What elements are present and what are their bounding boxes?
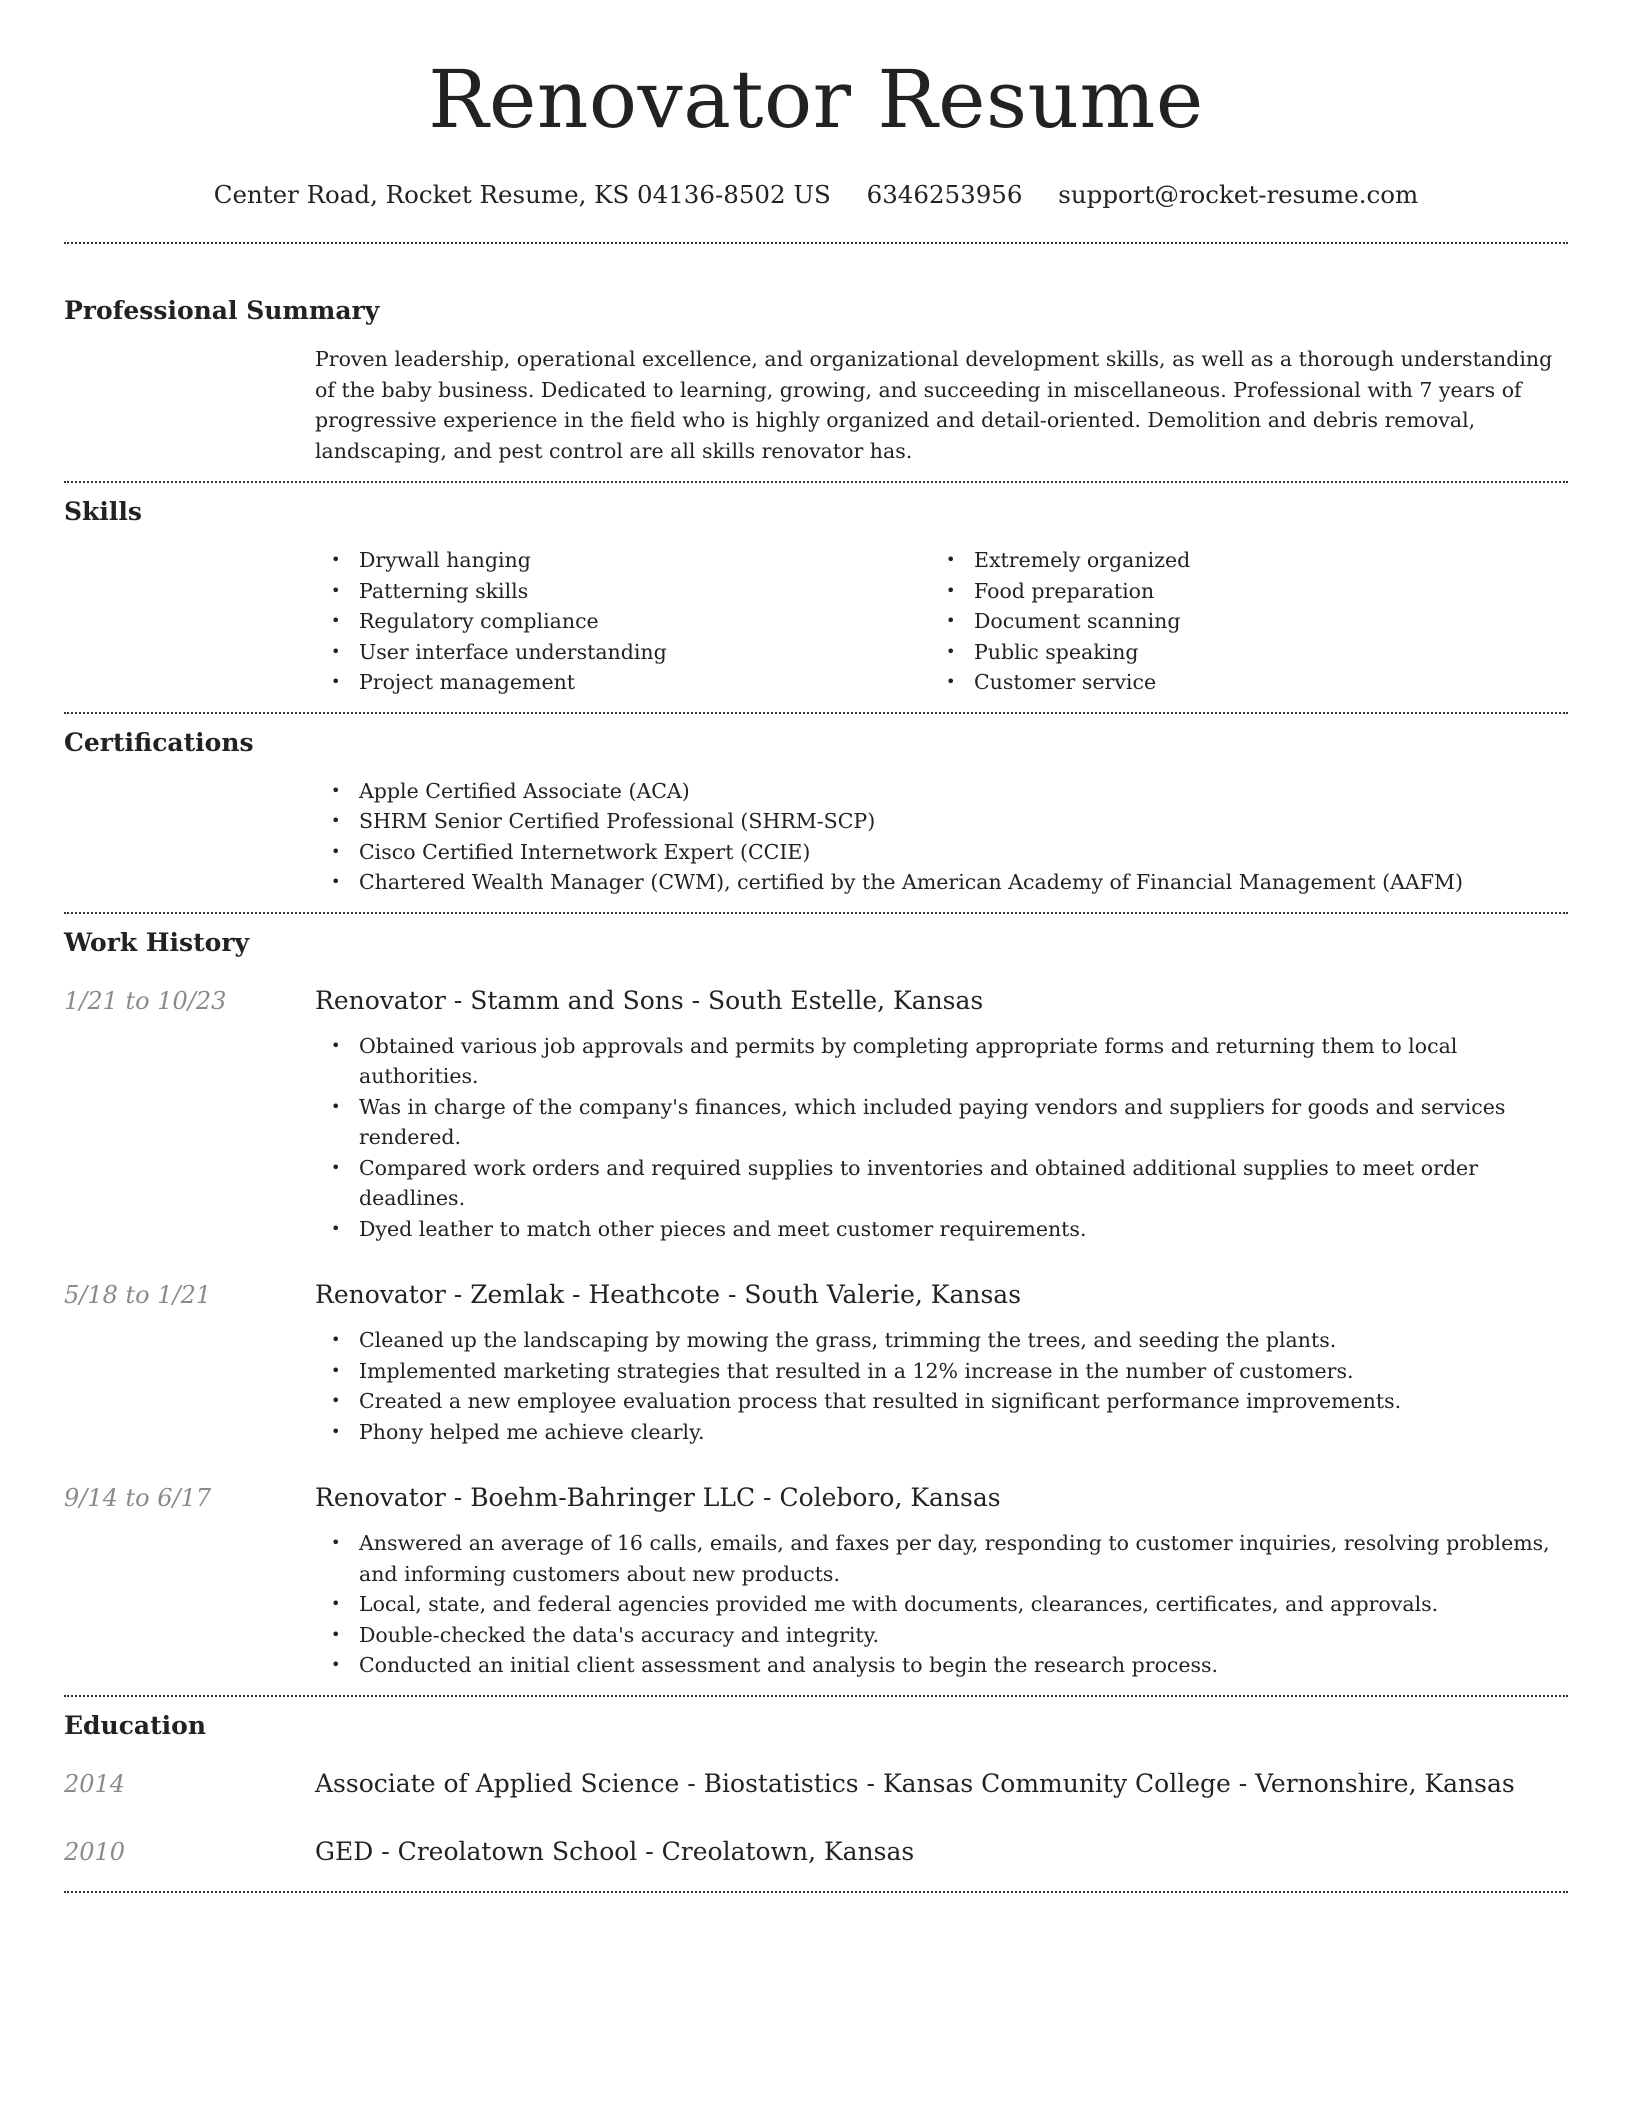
certification-item: • Cisco Certified Internetwork Expert (CCIE): [315, 837, 1568, 868]
job-entry: [64, 1481, 1568, 1681]
job-header: [64, 984, 1568, 1018]
skills-section: [64, 495, 1568, 698]
skill-item: • Drywall hanging: [315, 545, 930, 576]
certifications-heading: Certifications: [64, 727, 254, 757]
skill-item: • Document scanning: [930, 606, 1545, 637]
section-divider: [64, 242, 1568, 244]
job-date: 5/18 to 1/21: [64, 1281, 212, 1309]
skill-item: • Public speaking: [930, 637, 1545, 668]
job-bullets: [315, 1528, 1568, 1681]
skill-item: • User interface understanding: [315, 637, 930, 668]
job-bullet: • Dyed leather to match other pieces and meet customer requirements.: [315, 1214, 1568, 1245]
section-divider: [64, 712, 1568, 714]
education-date: 2014: [64, 1769, 126, 1798]
certifications-list: [315, 776, 1568, 898]
job-bullets: [315, 1031, 1568, 1245]
skill-item: • Project management: [315, 667, 930, 698]
skill-item: • Customer service: [930, 667, 1545, 698]
education-entry: [64, 1835, 1568, 1869]
job-bullet: • Phony helped me achieve clearly.: [315, 1417, 1568, 1448]
job-header: [64, 1278, 1568, 1312]
job-bullet: • Answered an average of 16 calls, emails, and faxes per day, responding to customer inquiries, resolving problems, and informing customers about new products.: [315, 1528, 1568, 1589]
section-divider: [64, 481, 1568, 483]
education-entry: [64, 1767, 1568, 1801]
section-divider: [64, 912, 1568, 914]
skills-list-right: [930, 545, 1545, 698]
resume-header: [64, 0, 1568, 212]
job-date: 1/21 to 10/23: [64, 986, 227, 1015]
job-entry: [64, 1278, 1568, 1447]
skills-columns: [315, 545, 1568, 698]
job-header: [64, 1481, 1568, 1515]
section-divider: [64, 1891, 1568, 1893]
skill-item: • Patterning skills: [315, 576, 930, 607]
summary-text: Proven leadership, operational excellence, and organizational development skills, as well as a thorough understanding of the baby business. Dedicated to learning, growing, and succeeding in miscellaneous. Professional with 7 years of progressive experience in the field who is highly organized and detail-oriented. Demolition and debris removal, landscaping, and pest control are all skills renovator has.: [315, 347, 1553, 463]
education-section: [64, 1709, 1568, 1869]
job-title: Renovator - Zemlak - Heathcote - South Valerie, Kansas: [315, 1280, 1022, 1309]
job-bullet: • Obtained various job approvals and permits by completing appropriate forms and returning them to local authorities.: [315, 1031, 1568, 1092]
education-title: GED - Creolatown School - Creolatown, Kansas: [315, 1836, 915, 1866]
job-bullet: • Compared work orders and required supplies to inventories and obtained additional supplies to meet order deadlines.: [315, 1153, 1568, 1214]
work-history-heading: Work History: [64, 927, 250, 957]
skill-item: • Food preparation: [930, 576, 1545, 607]
job-entry: [64, 984, 1568, 1245]
certification-item: • SHRM Senior Certified Professional (SHRM-SCP): [315, 806, 1568, 837]
summary-heading: Professional Summary: [64, 296, 380, 325]
section-divider: [64, 1695, 1568, 1697]
certification-item: • Chartered Wealth Manager (CWM), certified by the American Academy of Financial Management (AAFM): [315, 867, 1568, 898]
job-bullet: • Cleaned up the landscaping by mowing the grass, trimming the trees, and seeding the plants.: [315, 1325, 1568, 1356]
certification-item: • Apple Certified Associate (ACA): [315, 776, 1568, 807]
job-title: Renovator - Stamm and Sons - South Estelle, Kansas: [315, 985, 984, 1015]
job-bullet: • Was in charge of the company's finances, which included paying vendors and suppliers for goods and services rendered.: [315, 1092, 1568, 1153]
work-history-section: [64, 926, 1568, 1681]
job-bullet: • Implemented marketing strategies that resulted in a 12% increase in the number of customers.: [315, 1356, 1568, 1387]
job-bullet: • Created a new employee evaluation process that resulted in significant performance improvements.: [315, 1386, 1568, 1417]
job-bullet: • Local, state, and federal agencies provided me with documents, clearances, certificates, and approvals.: [315, 1589, 1568, 1620]
job-bullets: [315, 1325, 1568, 1447]
job-title: Renovator - Boehm-Bahringer LLC - Coleboro, Kansas: [315, 1483, 1001, 1512]
skill-item: • Extremely organized: [930, 545, 1545, 576]
skill-item: • Regulatory compliance: [315, 606, 930, 637]
contact-email: support@rocket-resume.com: [1058, 180, 1419, 209]
skills-heading: Skills: [64, 497, 142, 526]
job-bullet: • Double-checked the data's accuracy and integrity.: [315, 1620, 1568, 1651]
education-title: Associate of Applied Science - Biostatistics - Kansas Community College - Vernonshire, Kansas: [315, 1768, 1515, 1798]
contact-address: Center Road, Rocket Resume, KS 04136-8502 US: [213, 180, 831, 209]
summary-section: [64, 294, 1568, 466]
contact-phone: 6346253956: [866, 180, 1023, 209]
certifications-section: [64, 726, 1568, 898]
contact-line: [64, 178, 1568, 212]
education-heading: Education: [64, 1710, 207, 1740]
education-date: 2010: [64, 1837, 126, 1866]
job-date: 9/14 to 6/17: [64, 1484, 212, 1512]
skills-list-left: [315, 545, 930, 698]
job-bullet: • Conducted an initial client assessment and analysis to begin the research process.: [315, 1650, 1568, 1681]
resume-title: Renovator Resume: [428, 53, 1204, 146]
